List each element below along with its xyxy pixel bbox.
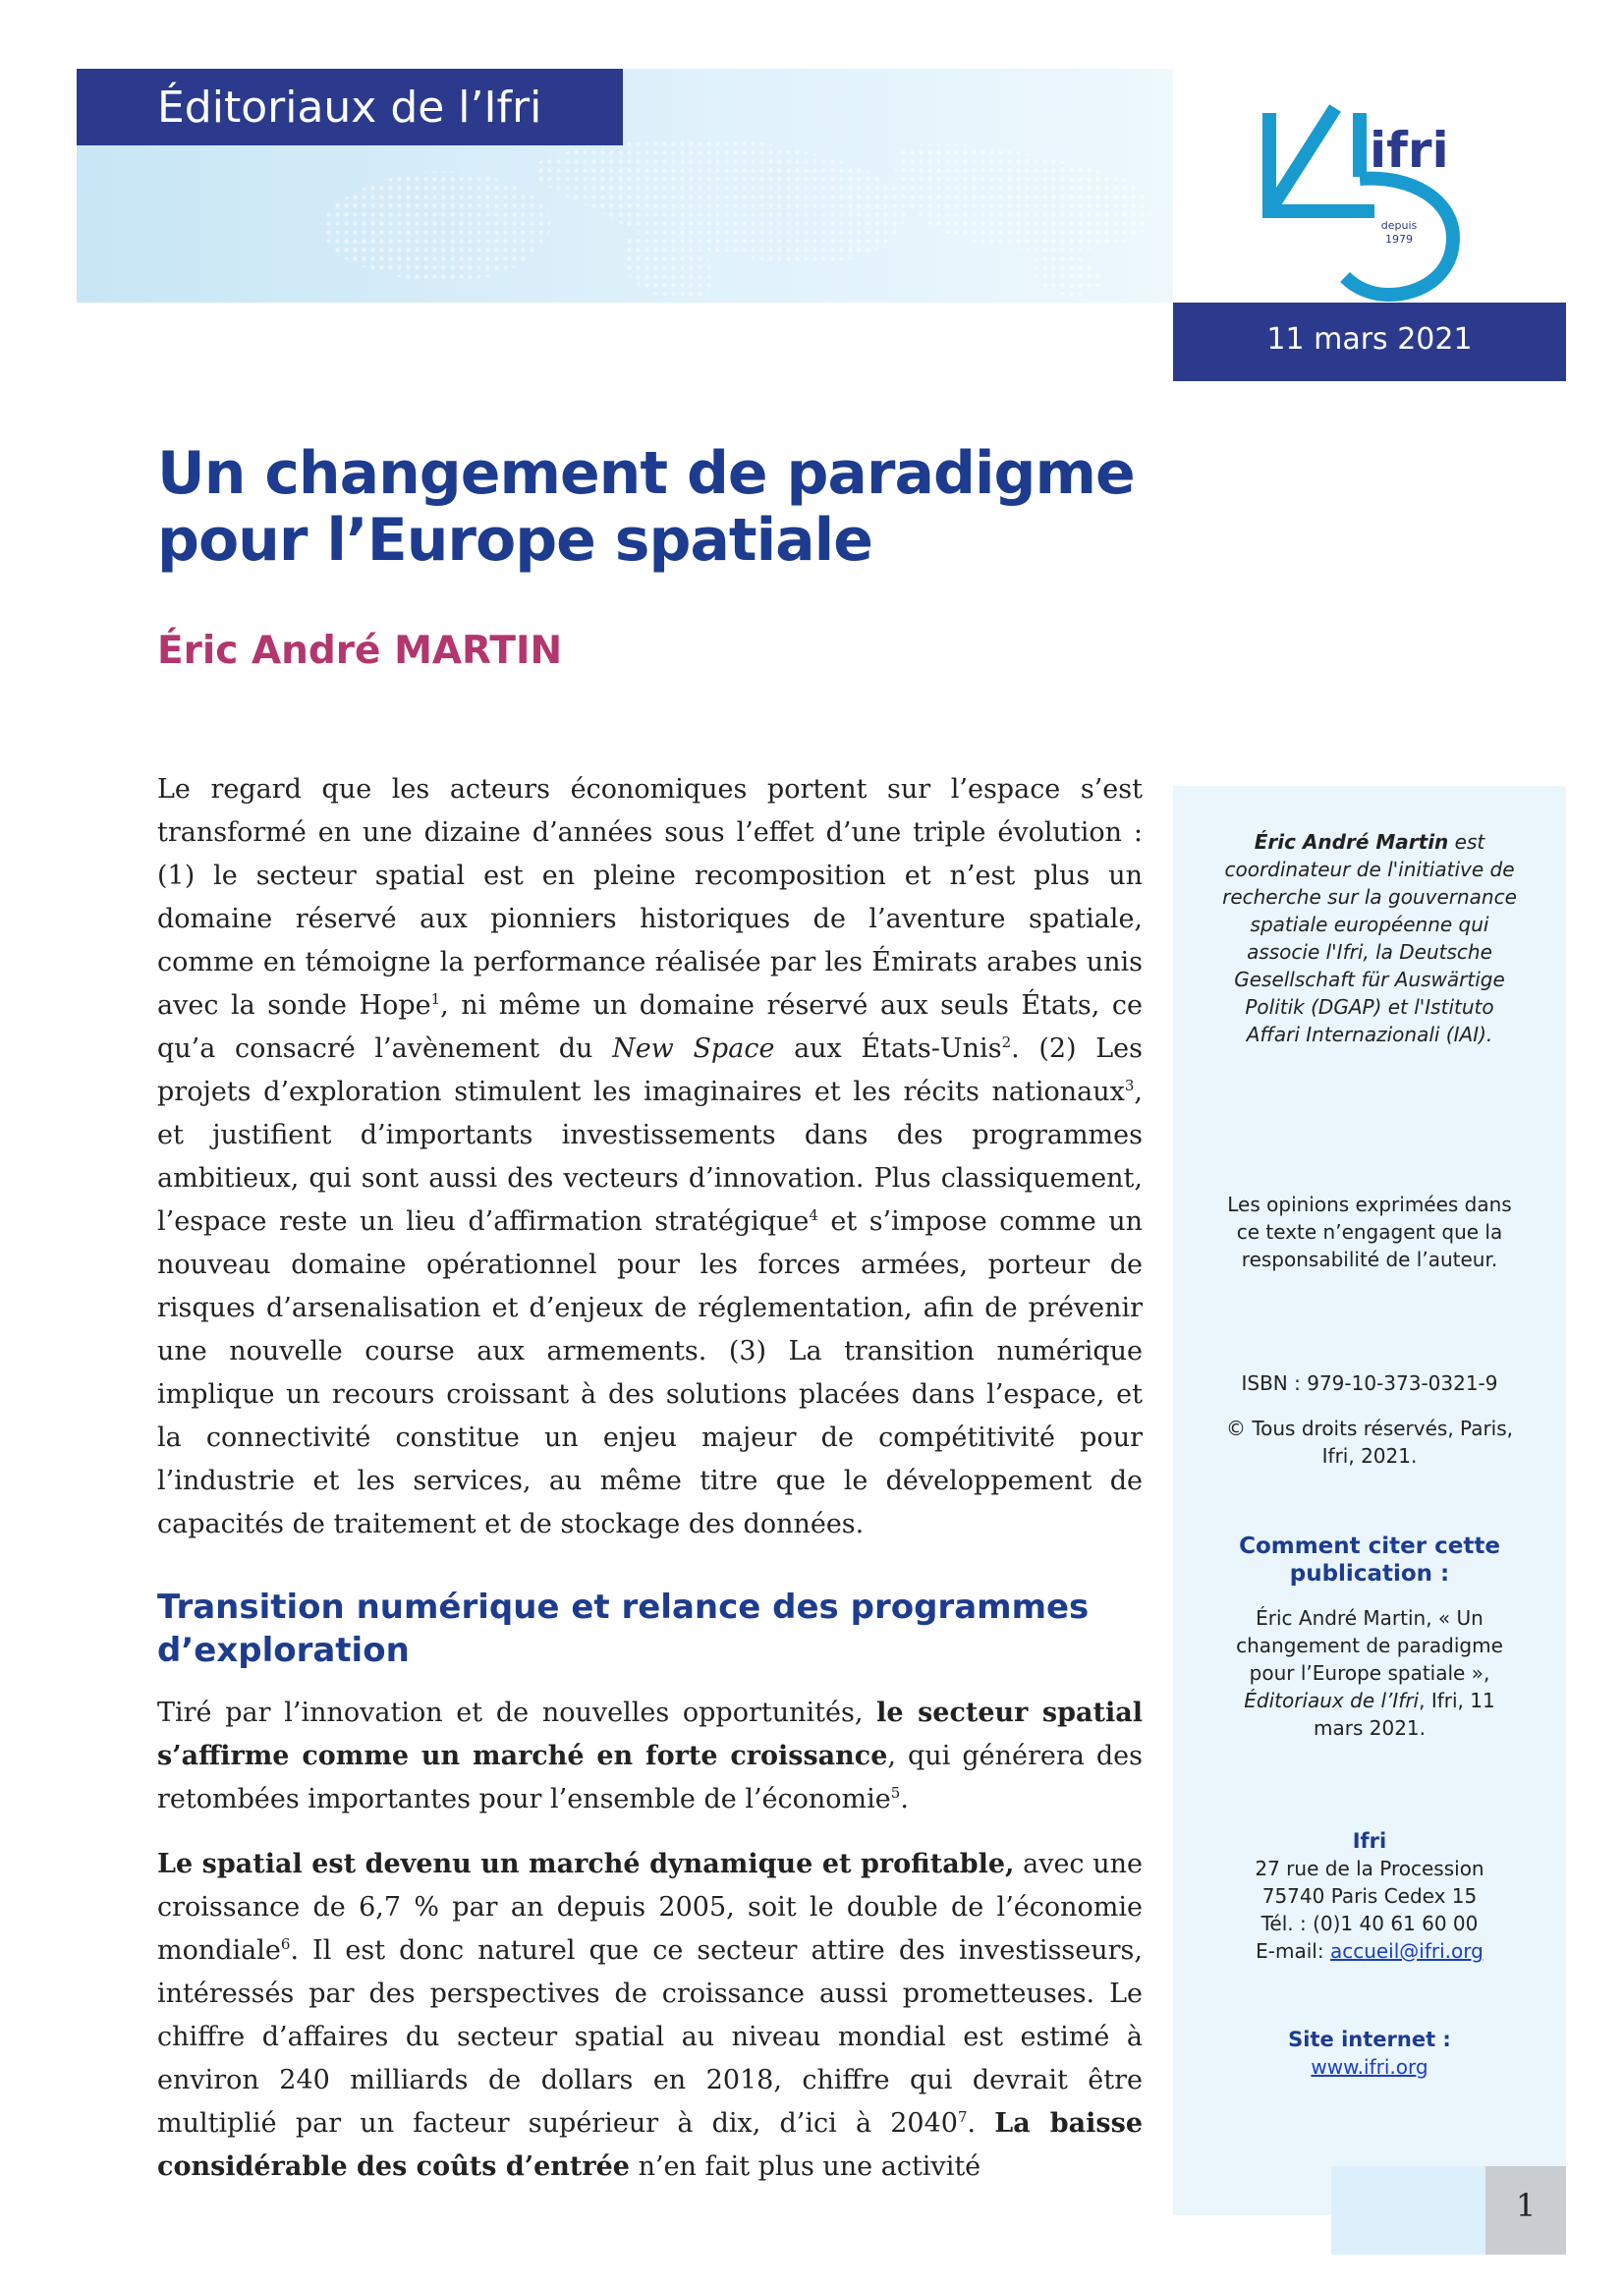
footnote-ref-4[interactable]: 4 [809, 1206, 818, 1224]
section-heading: Transition numérique et relance des programmes d’exploration [157, 1588, 1090, 1670]
text-run: . (2) Les projets d’exploration stimulent les imaginaires et les récits nationaux [157, 1033, 1143, 1107]
series-title: Éditoriaux de l’Ifri [157, 83, 542, 133]
bio-text: est coordinateur de l'initiative de recherche sur la gouvernance spatiale européenne qui associe l'Ifri, la Deutsche Gesellschaft für Auswärtige Politik (DGAP) et l'Istituto Affari Internazionali (IAI). [1222, 830, 1517, 1046]
logo-year: 1979 [1385, 233, 1413, 246]
page-number-strip [1331, 2166, 1485, 2255]
author-bio [1222, 828, 1517, 1048]
footnote-ref-3[interactable]: 3 [1124, 1077, 1135, 1094]
ifri-45-logo-icon [1173, 69, 1566, 303]
phone: Tél. : (0)1 40 61 60 00 [1260, 1912, 1479, 1935]
website-link[interactable]: www.ifri.org [1311, 2055, 1428, 2079]
text-run: et s’impose comme un nouveau domaine opérationnel pour les forces armées, porteur de risques d’arsenalisation et d’enjeux de réglementation, afin de prévenir une nouvelle course aux armements. (3) La transition numérique implique un recours croissant à des solutions placées dans l’espace, et la connectivité constitue un enjeu majeur de compétitivité pour l’industrie et les services, au même titre que le développement de capacités de traitement et de stockage des données. [157, 1206, 1143, 1539]
publication-date: 11 mars 2021 [1266, 322, 1473, 357]
footnote-ref-1[interactable]: 1 [430, 990, 441, 1008]
body-paragraph-3 [157, 1843, 1143, 2189]
text-run: aux États-Unis [774, 1033, 1002, 1064]
text-run-italic: New Space [612, 1033, 775, 1064]
page-title [157, 440, 1140, 574]
text-run: Tiré par l’innovation et de nouvelles opportunités, [157, 1698, 877, 1728]
intro-paragraph [157, 768, 1143, 1546]
text-run: avec une croissance de 6,7 % par an depuis 2005, soit le double de l’économie mondiale [157, 1849, 1143, 1966]
email-line [1222, 1937, 1517, 1965]
text-run-bold: La baisse considérable des coûts d’entrée [157, 2108, 1143, 2182]
text-run: , et justifient d’importants investissements dans des programmes ambitieux, qui sont aussi des vecteurs d’innovation. Plus classiquement, l’espace reste un lieu d’affirmation stratégique [157, 1077, 1143, 1237]
website-block [1222, 2026, 1517, 2081]
org-name: Ifri [1352, 1829, 1387, 1853]
text-run: , ni même un domaine réservé aux seuls États, ce qu’a consacré l’avènement du [157, 990, 1143, 1064]
text-run: n’en fait plus une activité [629, 2151, 981, 2182]
citation-series: Éditoriaux de l’Ifri [1244, 1689, 1420, 1712]
footnote-ref-6[interactable]: 6 [280, 1935, 291, 1953]
website-label: Site internet : [1288, 2028, 1451, 2051]
address-line-1: 27 rue de la Procession [1255, 1857, 1484, 1880]
email-link[interactable]: accueil@ifri.org [1329, 1939, 1484, 1963]
text-run-bold: le secteur spatial s’affirme comme un marché en forte croissance [157, 1698, 1143, 1771]
text-run: Le regard que les acteurs économiques portent sur l’espace s’est transformé en une dizaine d’années sous l’effet d’une triple évolution : (1) le secteur spatial est en pleine recomposition et n’est plus un domaine réservé aux pionniers historiques de l’aventure spatiale, comme en témoigne la performance réalisée par les Émirats arabes unis avec la sonde Hope [157, 774, 1143, 1021]
disclaimer: Les opinions exprimées dans ce texte n’engagent que la responsabilité de l’auteur. [1227, 1193, 1512, 1271]
contact-block [1222, 1827, 1517, 1965]
body-paragraph-2 [157, 1692, 1143, 1821]
title-line-2: pour l’Europe spatiale [157, 506, 872, 575]
text-run-bold: Le spatial est devenu un marché dynamique et profitable, [157, 1849, 1015, 1879]
ifri-logo [1173, 69, 1566, 303]
email-label: E-mail: [1256, 1939, 1330, 1963]
logo-name: ifri [1370, 122, 1449, 179]
citation-text [1222, 1604, 1517, 1742]
isbn: ISBN : 979-10-373-0321-9 [1241, 1371, 1498, 1395]
page-number: 1 [1515, 2187, 1537, 2224]
text-run: . Il est donc naturel que ce secteur attire des investisseurs, intéressés par des perspectives de croissance aussi prometteuses. Le chiffre d’affaires du secteur spatial au niveau mondial est estimé à environ 240 milliards de dollars en 2018, chiffre qui devrait être multiplié par un facteur supérieur à dix, d’ici à 2040 [157, 1935, 1143, 2139]
text-run: . [967, 2108, 995, 2139]
author-name: Éric André MARTIN [157, 629, 563, 673]
citation-part: Éric André Martin, « Un changement de paradigme pour l’Europe spatiale », [1236, 1606, 1503, 1685]
footnote-ref-2[interactable]: 2 [1001, 1033, 1012, 1051]
copyright: © Tous droits réservés, Paris, Ifri, 2021. [1225, 1417, 1514, 1468]
footnote-ref-5[interactable]: 5 [890, 1784, 901, 1802]
title-line-1: Un changement de paradigme [157, 439, 1135, 508]
logo-since: depuis [1380, 219, 1418, 232]
address-line-2: 75740 Paris Cedex 15 [1261, 1884, 1478, 1908]
text-run: , qui générera des retombées importantes pour l’ensemble de l’économie [157, 1741, 1143, 1814]
bio-name: Éric André Martin [1254, 830, 1449, 854]
text-run: . [900, 1784, 909, 1814]
citation-heading: Comment citer cette publication : [1239, 1534, 1500, 1587]
footnote-ref-7[interactable]: 7 [957, 2108, 968, 2126]
citation-part: , Ifri, 11 mars 2021. [1314, 1689, 1495, 1740]
